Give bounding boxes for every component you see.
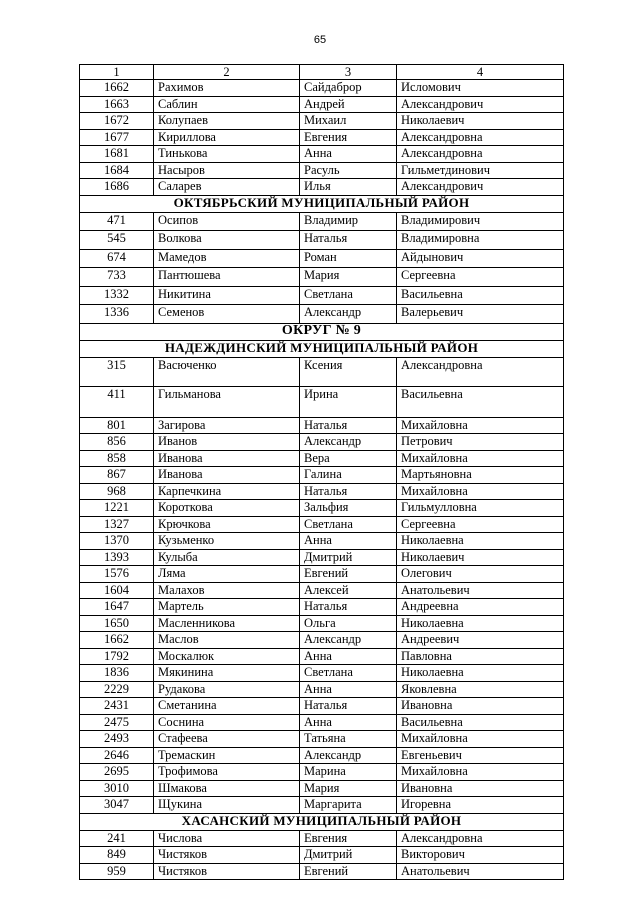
- table-row: [80, 830, 564, 847]
- row-number: 545: [80, 231, 154, 250]
- name-cell: Галина: [300, 467, 397, 484]
- patronymic-cell: Анатольевич: [397, 863, 564, 880]
- patronymic-cell: Александровна: [397, 129, 564, 146]
- patronymic-cell: Гильмулловна: [397, 500, 564, 517]
- section-heading: ОКТЯБРЬСКИЙ МУНИЦИПАЛЬНЫЙ РАЙОН: [80, 195, 564, 212]
- patronymic-cell: Гильметдинович: [397, 162, 564, 179]
- name-cell: Татьяна: [300, 731, 397, 748]
- surname-cell: Рудакова: [154, 681, 300, 698]
- row-number: 849: [80, 847, 154, 864]
- surname-cell: Загирова: [154, 417, 300, 434]
- patronymic-cell: Игоревна: [397, 797, 564, 814]
- row-number: 2475: [80, 714, 154, 731]
- name-cell: Александр: [300, 305, 397, 324]
- patronymic-cell: Александровна: [397, 357, 564, 386]
- table-row: [80, 129, 564, 146]
- name-cell: Маргарита: [300, 797, 397, 814]
- patronymic-cell: Васильевна: [397, 286, 564, 305]
- name-cell: Наталья: [300, 231, 397, 250]
- patronymic-cell: Александровна: [397, 830, 564, 847]
- column-header-row: [80, 65, 564, 80]
- row-number: 856: [80, 434, 154, 451]
- patronymic-cell: Александровна: [397, 146, 564, 163]
- district-heading-row: [80, 195, 564, 212]
- name-cell: Илья: [300, 179, 397, 196]
- table-row: [80, 698, 564, 715]
- patronymic-cell: Андреевна: [397, 599, 564, 616]
- table-row: [80, 747, 564, 764]
- name-cell: Анна: [300, 533, 397, 550]
- patronymic-cell: Михайловна: [397, 731, 564, 748]
- name-cell: Ксения: [300, 357, 397, 386]
- column-header-name: 3: [300, 65, 397, 80]
- surname-cell: Васюченко: [154, 357, 300, 386]
- table-row: [80, 96, 564, 113]
- table-row: [80, 483, 564, 500]
- surname-cell: Иванова: [154, 467, 300, 484]
- name-cell: Мария: [300, 780, 397, 797]
- patronymic-cell: Николаевна: [397, 533, 564, 550]
- surname-cell: Соснина: [154, 714, 300, 731]
- table-row: [80, 615, 564, 632]
- row-number: 1332: [80, 286, 154, 305]
- surname-cell: Кулыба: [154, 549, 300, 566]
- surname-cell: Ляма: [154, 566, 300, 583]
- surname-cell: Кириллова: [154, 129, 300, 146]
- patronymic-cell: Михайловна: [397, 483, 564, 500]
- row-number: 2493: [80, 731, 154, 748]
- name-cell: Евгения: [300, 830, 397, 847]
- surname-cell: Тремаскин: [154, 747, 300, 764]
- surname-cell: Колупаев: [154, 113, 300, 130]
- row-number: 241: [80, 830, 154, 847]
- patronymic-cell: Сергеевна: [397, 268, 564, 287]
- name-cell: Евгений: [300, 863, 397, 880]
- row-number: 1647: [80, 599, 154, 616]
- patronymic-cell: Исломович: [397, 80, 564, 97]
- patronymic-cell: Ивановна: [397, 698, 564, 715]
- patronymic-cell: Андреевич: [397, 632, 564, 649]
- surname-cell: Осипов: [154, 212, 300, 231]
- surname-cell: Числова: [154, 830, 300, 847]
- patronymic-cell: Михайловна: [397, 764, 564, 781]
- name-cell: Светлана: [300, 516, 397, 533]
- table-row: [80, 566, 564, 583]
- section-heading: ХАСАНСКИЙ МУНИЦИПАЛЬНЫЙ РАЙОН: [80, 813, 564, 830]
- row-number: 1663: [80, 96, 154, 113]
- patronymic-cell: Владимирович: [397, 212, 564, 231]
- surname-cell: Иванов: [154, 434, 300, 451]
- surname-cell: Короткова: [154, 500, 300, 517]
- table-row: [80, 665, 564, 682]
- name-cell: Александр: [300, 747, 397, 764]
- patronymic-cell: Евгеньевич: [397, 747, 564, 764]
- table-row: [80, 549, 564, 566]
- name-cell: Роман: [300, 249, 397, 268]
- patronymic-cell: Айдынович: [397, 249, 564, 268]
- table-row: [80, 533, 564, 550]
- name-cell: Марина: [300, 764, 397, 781]
- surname-cell: Чистяков: [154, 847, 300, 864]
- patronymic-cell: Владимировна: [397, 231, 564, 250]
- surname-cell: Семенов: [154, 305, 300, 324]
- row-number: 1684: [80, 162, 154, 179]
- table-row: [80, 648, 564, 665]
- name-cell: Анна: [300, 714, 397, 731]
- name-cell: Ольга: [300, 615, 397, 632]
- surname-cell: Саблин: [154, 96, 300, 113]
- table-row: [80, 797, 564, 814]
- row-number: 411: [80, 386, 154, 417]
- table-row: [80, 212, 564, 231]
- section-heading: ОКРУГ № 9: [80, 323, 564, 340]
- row-number: 968: [80, 483, 154, 500]
- patronymic-cell: Николаевна: [397, 615, 564, 632]
- name-cell: Наталья: [300, 483, 397, 500]
- patronymic-cell: Викторович: [397, 847, 564, 864]
- surname-cell: Тинькова: [154, 146, 300, 163]
- name-cell: Светлана: [300, 665, 397, 682]
- table-row: [80, 780, 564, 797]
- name-cell: Светлана: [300, 286, 397, 305]
- name-cell: Владимир: [300, 212, 397, 231]
- table-row: [80, 632, 564, 649]
- name-cell: Анна: [300, 146, 397, 163]
- surname-cell: Пантюшева: [154, 268, 300, 287]
- name-cell: Дмитрий: [300, 847, 397, 864]
- name-cell: Наталья: [300, 599, 397, 616]
- table-row: [80, 249, 564, 268]
- patronymic-cell: Петрович: [397, 434, 564, 451]
- row-number: 3010: [80, 780, 154, 797]
- name-cell: Евгений: [300, 566, 397, 583]
- row-number: 1662: [80, 632, 154, 649]
- name-cell: Дмитрий: [300, 549, 397, 566]
- row-number: 1576: [80, 566, 154, 583]
- name-cell: Михаил: [300, 113, 397, 130]
- table-row: [80, 714, 564, 731]
- name-cell: Мария: [300, 268, 397, 287]
- row-number: 1327: [80, 516, 154, 533]
- surname-cell: Маслов: [154, 632, 300, 649]
- row-number: 2646: [80, 747, 154, 764]
- table-row: [80, 599, 564, 616]
- patronymic-cell: Васильевна: [397, 386, 564, 417]
- table-row: [80, 450, 564, 467]
- name-cell: Ирина: [300, 386, 397, 417]
- row-number: 3047: [80, 797, 154, 814]
- surname-cell: Кузьменко: [154, 533, 300, 550]
- surname-cell: Сметанина: [154, 698, 300, 715]
- row-number: 1792: [80, 648, 154, 665]
- row-number: 858: [80, 450, 154, 467]
- table-row: [80, 863, 564, 880]
- row-number: 1370: [80, 533, 154, 550]
- name-cell: Евгения: [300, 129, 397, 146]
- surname-cell: Карпечкина: [154, 483, 300, 500]
- page-number: 65: [313, 34, 327, 46]
- row-number: 2229: [80, 681, 154, 698]
- patronymic-cell: Николаевич: [397, 549, 564, 566]
- patronymic-cell: Павловна: [397, 648, 564, 665]
- row-number: 674: [80, 249, 154, 268]
- row-number: 801: [80, 417, 154, 434]
- row-number: 1672: [80, 113, 154, 130]
- table-row: [80, 80, 564, 97]
- surname-cell: Мамедов: [154, 249, 300, 268]
- table-row: [80, 286, 564, 305]
- table-row: [80, 231, 564, 250]
- name-cell: Наталья: [300, 698, 397, 715]
- row-number: 1677: [80, 129, 154, 146]
- patronymic-cell: Николаевна: [397, 665, 564, 682]
- table-row: [80, 582, 564, 599]
- name-cell: Сайдаброр: [300, 80, 397, 97]
- patronymic-cell: Александрович: [397, 96, 564, 113]
- row-number: 959: [80, 863, 154, 880]
- row-number: 1681: [80, 146, 154, 163]
- surname-cell: Волкова: [154, 231, 300, 250]
- surname-cell: Трофимова: [154, 764, 300, 781]
- surname-cell: Чистяков: [154, 863, 300, 880]
- row-number: 733: [80, 268, 154, 287]
- table-row: [80, 467, 564, 484]
- patronymic-cell: Михайловна: [397, 450, 564, 467]
- patronymic-cell: Ивановна: [397, 780, 564, 797]
- surname-cell: Шмакова: [154, 780, 300, 797]
- column-header-number: 1: [80, 65, 154, 80]
- roster-body: [80, 65, 564, 880]
- surname-cell: Стафеева: [154, 731, 300, 748]
- table-row: [80, 500, 564, 517]
- district-heading-row: [80, 813, 564, 830]
- row-number: 1662: [80, 80, 154, 97]
- district-heading-row: [80, 340, 564, 357]
- table-row: [80, 516, 564, 533]
- surname-cell: Никитина: [154, 286, 300, 305]
- okrug-heading-row: [80, 323, 564, 340]
- name-cell: Зальфия: [300, 500, 397, 517]
- row-number: 1836: [80, 665, 154, 682]
- surname-cell: Щукина: [154, 797, 300, 814]
- table-row: [80, 162, 564, 179]
- surname-cell: Масленникова: [154, 615, 300, 632]
- row-number: 1604: [80, 582, 154, 599]
- patronymic-cell: Васильевна: [397, 714, 564, 731]
- patronymic-cell: Олегович: [397, 566, 564, 583]
- table-row: [80, 847, 564, 864]
- column-header-patronymic: 4: [397, 65, 564, 80]
- patronymic-cell: Николаевич: [397, 113, 564, 130]
- name-cell: Анна: [300, 648, 397, 665]
- table-row: [80, 731, 564, 748]
- surname-cell: Рахимов: [154, 80, 300, 97]
- surname-cell: Москалюк: [154, 648, 300, 665]
- roster-table: [79, 64, 564, 880]
- table-row: [80, 357, 564, 386]
- row-number: 471: [80, 212, 154, 231]
- row-number: 1650: [80, 615, 154, 632]
- name-cell: Анна: [300, 681, 397, 698]
- row-number: 1221: [80, 500, 154, 517]
- table-row: [80, 268, 564, 287]
- patronymic-cell: Михайловна: [397, 417, 564, 434]
- surname-cell: Мякинина: [154, 665, 300, 682]
- table-row: [80, 179, 564, 196]
- surname-cell: Крючкова: [154, 516, 300, 533]
- surname-cell: Саларев: [154, 179, 300, 196]
- name-cell: Наталья: [300, 417, 397, 434]
- table-row: [80, 434, 564, 451]
- row-number: 867: [80, 467, 154, 484]
- surname-cell: Насыров: [154, 162, 300, 179]
- surname-cell: Иванова: [154, 450, 300, 467]
- column-header-surname: 2: [154, 65, 300, 80]
- patronymic-cell: Яковлевна: [397, 681, 564, 698]
- patronymic-cell: Валерьевич: [397, 305, 564, 324]
- table-row: [80, 764, 564, 781]
- name-cell: Андрей: [300, 96, 397, 113]
- surname-cell: Гильманова: [154, 386, 300, 417]
- table-row: [80, 386, 564, 417]
- name-cell: Расуль: [300, 162, 397, 179]
- surname-cell: Мартель: [154, 599, 300, 616]
- table-row: [80, 113, 564, 130]
- table-row: [80, 681, 564, 698]
- row-number: 2431: [80, 698, 154, 715]
- patronymic-cell: Сергеевна: [397, 516, 564, 533]
- patronymic-cell: Мартьяновна: [397, 467, 564, 484]
- table-row: [80, 146, 564, 163]
- row-number: 1336: [80, 305, 154, 324]
- patronymic-cell: Анатольевич: [397, 582, 564, 599]
- name-cell: Вера: [300, 450, 397, 467]
- surname-cell: Малахов: [154, 582, 300, 599]
- patronymic-cell: Александрович: [397, 179, 564, 196]
- row-number: 2695: [80, 764, 154, 781]
- name-cell: Александр: [300, 434, 397, 451]
- table-row: [80, 305, 564, 324]
- name-cell: Александр: [300, 632, 397, 649]
- row-number: 1393: [80, 549, 154, 566]
- table-row: [80, 417, 564, 434]
- row-number: 1686: [80, 179, 154, 196]
- row-number: 315: [80, 357, 154, 386]
- section-heading: НАДЕЖДИНСКИЙ МУНИЦИПАЛЬНЫЙ РАЙОН: [80, 340, 564, 357]
- name-cell: Алексей: [300, 582, 397, 599]
